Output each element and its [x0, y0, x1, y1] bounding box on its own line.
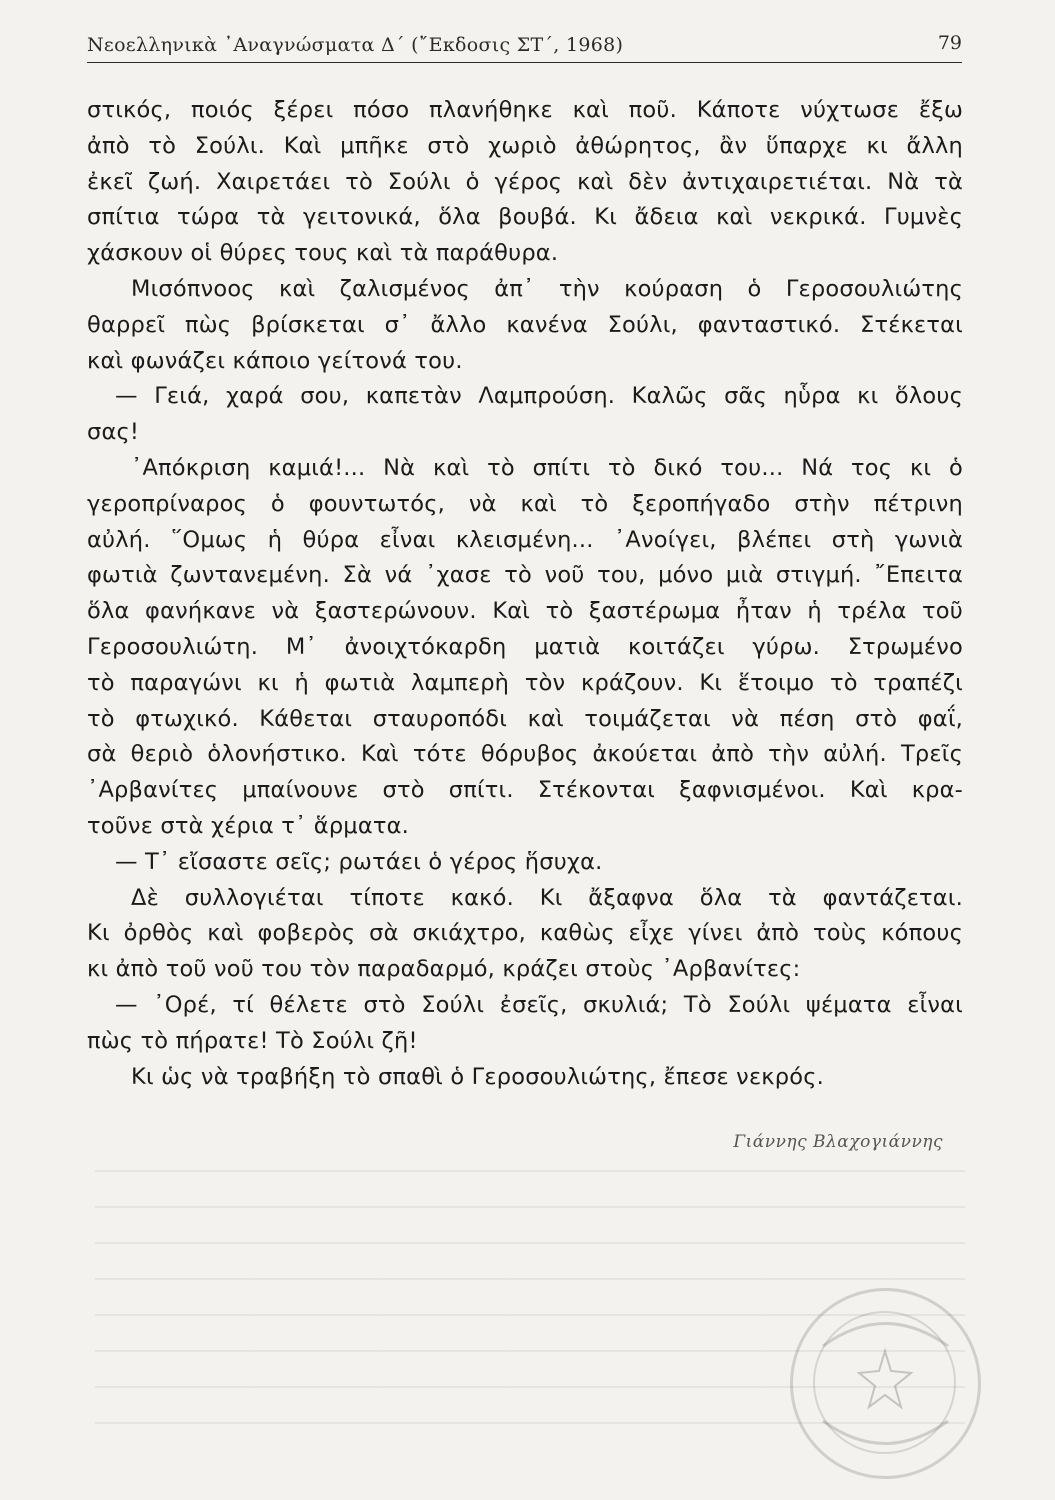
- text-line: θαρρεῖ πὼς βρίσκεται σ᾿ ἄλλο κανένα Σούλι, φανταστικό. Στέκεται: [87, 311, 963, 338]
- text-line: καὶ φωνάζει κάποιο γείτονά του.: [87, 347, 463, 374]
- page-number: 79: [937, 32, 962, 54]
- text-line: Κι ὡς νὰ τραβήξη τὸ σπαθὶ ὁ Γεροσουλιώτης, ἔπεσε νεκρός.: [131, 1063, 824, 1090]
- text-line: ἐκεῖ ζωή. Χαιρετάει τὸ Σούλι ὁ γέρος καὶ δὲν ἀντιχαιρετιέται. Νὰ τὰ: [87, 168, 963, 195]
- text-line: — Γειά, χαρά σου, καπετὰν Λαμπρούση. Καλῶς σᾶς ηὗρα κι ὅλους: [115, 383, 963, 410]
- text-line: κι ἀπὸ τοῦ νοῦ του τὸν παραδαρμό, κράζει στοὺς ᾿Αρβανίτες:: [87, 956, 801, 983]
- text-line: σὰ θεριὸ ὁλονήστικο. Καὶ τότε θόρυβος ἀκούεται ἀπὸ τὴν αὐλή. Τρεῖς: [87, 741, 963, 768]
- author-signature: Γιάννης Βλαχογιάννης: [733, 1132, 943, 1152]
- text-line: ᾿Αρβανίτες μπαίνουνε στὸ σπίτι. Στέκονται ξαφνισμένοι. Καὶ κρα-: [87, 777, 963, 804]
- text-line: στικός, ποιός ξέρει πόσο πλανήθηκε καὶ ποῦ. Κάποτε νύχτωσε ἔξω: [87, 97, 963, 123]
- text-line: ὅλα φανήκανε νὰ ξαστερώνουν. Καὶ τὸ ξαστέρωμα ἦταν ἡ τρέλα τοῦ: [87, 598, 963, 625]
- text-line: — Τ᾿ εἴσαστε σεῖς; ρωτάει ὁ γέρος ἥσυχα.: [115, 848, 603, 875]
- text-line: σπίτια τώρα τὰ γειτονικά, ὅλα βουβά. Κι ἄδεια καὶ νεκρικά. Γυμνὲς: [87, 204, 963, 231]
- text-line: ᾿Απόκριση καμιά!... Νὰ καὶ τὸ σπίτι τὸ δικό του... Νά τος κι ὁ: [131, 454, 963, 481]
- text-line: γεροπρίναρος ὁ φουντωτός, νὰ καὶ τὸ ξεροπήγαδο στὴν πέτρινη: [87, 490, 963, 517]
- text-line: — ᾿Ορέ, τί θέλετε στὸ Σούλι ἐσεῖς, σκυλιά; Τὸ Σούλι ψέματα εἶναι: [115, 991, 963, 1018]
- text-line: φωτιὰ ζωντανεμένη. Σὰ νά ᾿χασε τὸ νοῦ του, μόνο μιὰ στιγμή. ῎Επειτα: [87, 562, 963, 589]
- text-line: Γεροσουλιώτη. Μ᾿ ἀνοιχτόκαρδη ματιὰ κοιτάζει γύρω. Στρωμένο: [87, 633, 963, 660]
- text-line: αὐλή. ῞Ομως ἡ θύρα εἶναι κλεισμένη... ᾿Ανοίγει, βλέπει στὴ γωνιὰ: [87, 526, 963, 553]
- text-line: τὸ παραγώνι κι ἡ φωτιὰ λαμπερὴ τὸν κράζουν. Κι ἕτοιμο τὸ τραπέζι: [87, 669, 963, 696]
- text-line: σας!: [87, 419, 140, 446]
- body-text: [87, 93, 963, 1095]
- running-head-title: Νεοελληνικὰ ᾿Αναγνώσματα Δ΄ (῎Εκδοσις ΣΤ΄, 1968): [87, 34, 624, 56]
- library-stamp-icon: [790, 1288, 981, 1479]
- text-line: Δὲ συλλογιέται τίποτε κακό. Κι ἄξαφνα ὅλα τὰ φαντάζεται.: [131, 884, 963, 911]
- text-line: ἀπὸ τὸ Σούλι. Καὶ μπῆκε στὸ χωριὸ ἀθώρητος, ἂν ὕπαρχε κι ἄλλη: [87, 132, 963, 159]
- text-line: πὼς τὸ πήρατε! Τὸ Σούλι ζῆ!: [87, 1027, 418, 1054]
- text-line: Μισόπνοος καὶ ζαλισμένος ἀπ᾿ τὴν κούραση ὁ Γεροσουλιώτης: [131, 275, 963, 302]
- text-line: Κι ὀρθὸς καὶ φοβερὸς σὰ σκιάχτρο, καθὼς εἶχε γίνει ἀπὸ τοὺς κόπους: [87, 920, 963, 947]
- text-line: χάσκουν οἱ θύρες τους καὶ τὰ παράθυρα.: [87, 240, 559, 267]
- running-head: [87, 28, 962, 63]
- text-line: τοῦνε στὰ χέρια τ᾿ ἅρματα.: [87, 812, 409, 839]
- text-line: τὸ φτωχικό. Κάθεται σταυροπόδι καὶ τοιμάζεται νὰ πέση στὸ φαΐ,: [87, 705, 963, 732]
